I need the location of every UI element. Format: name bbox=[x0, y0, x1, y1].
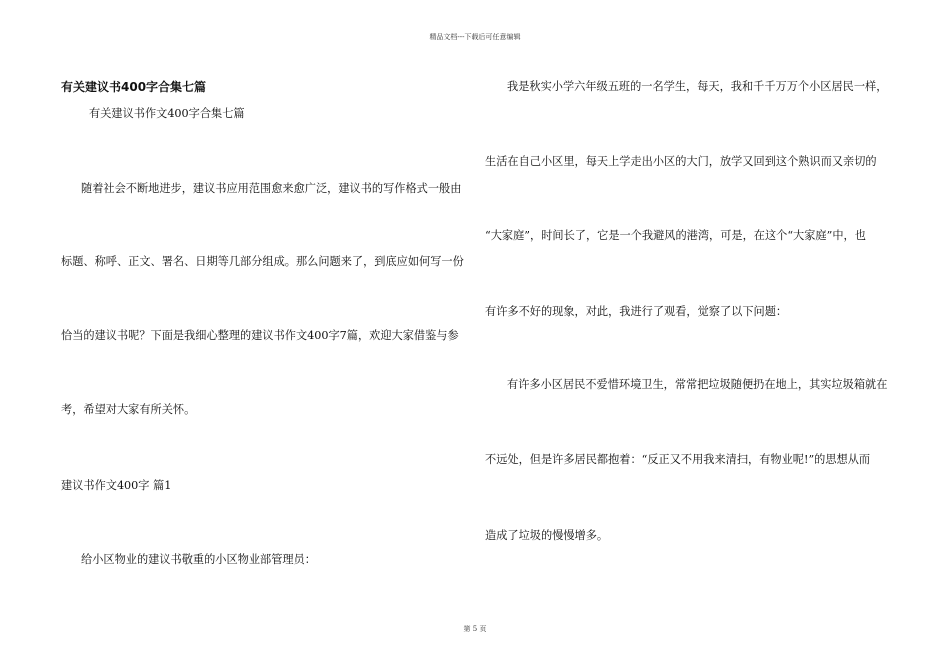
section-heading: 建议书作文400字 篇1 bbox=[61, 479, 172, 492]
paragraph-line: 我是秋实小学六年级五班的一名学生，每天，我和千千万万个小区居民一样， bbox=[507, 80, 888, 93]
paragraph-line: 给小区物业的建议书敬重的小区物业部管理员： bbox=[81, 553, 316, 566]
paragraph-line: 生活在自己小区里，每天上学走出小区的大门，放学又回到这个熟识而又亲切的 bbox=[485, 155, 877, 168]
paragraph-line: 有许多不好的现象，对此，我进行了观看，觉察了以下问题： bbox=[485, 305, 788, 318]
paragraph-line: 有许多小区居民不爱惜环境卫生，常常把垃圾随便扔在地上，其实垃圾箱就在 bbox=[507, 378, 888, 391]
paragraph-line: 考，希望对大家有所关怀。 bbox=[61, 403, 196, 416]
document-subtitle: 有关建议书作文400字合集七篇 bbox=[89, 107, 245, 120]
paragraph-line: “大家庭”，时间长了，它是一个我避风的港湾，可是，在这个“大家庭”中，也 bbox=[485, 229, 866, 242]
page-number: 第 5 页 bbox=[463, 625, 487, 633]
paragraph-line: 恰当的建议书呢？下面是我细心整理的建议书作文400字7篇，欢迎大家借鉴与参 bbox=[61, 329, 459, 342]
paragraph-line: 标题、称呼、正文、署名、日期等几部分组成。那么问题来了，到底应如何写一份 bbox=[61, 255, 464, 268]
paragraph-line: 不远处，但是许多居民都抱着：“反正又不用我来清扫，有物业呢!”的思想从而 bbox=[485, 453, 871, 466]
paragraph-line: 随着社会不断地进步，建议书应用范围愈来愈广泛，建议书的写作格式一般由 bbox=[81, 182, 462, 195]
document-title: 有关建议书400字合集七篇 bbox=[61, 80, 207, 94]
page-header: 精品文档---下载后可任意编辑 bbox=[429, 33, 521, 41]
paragraph-line: 造成了垃圾的慢慢增多。 bbox=[485, 529, 609, 542]
